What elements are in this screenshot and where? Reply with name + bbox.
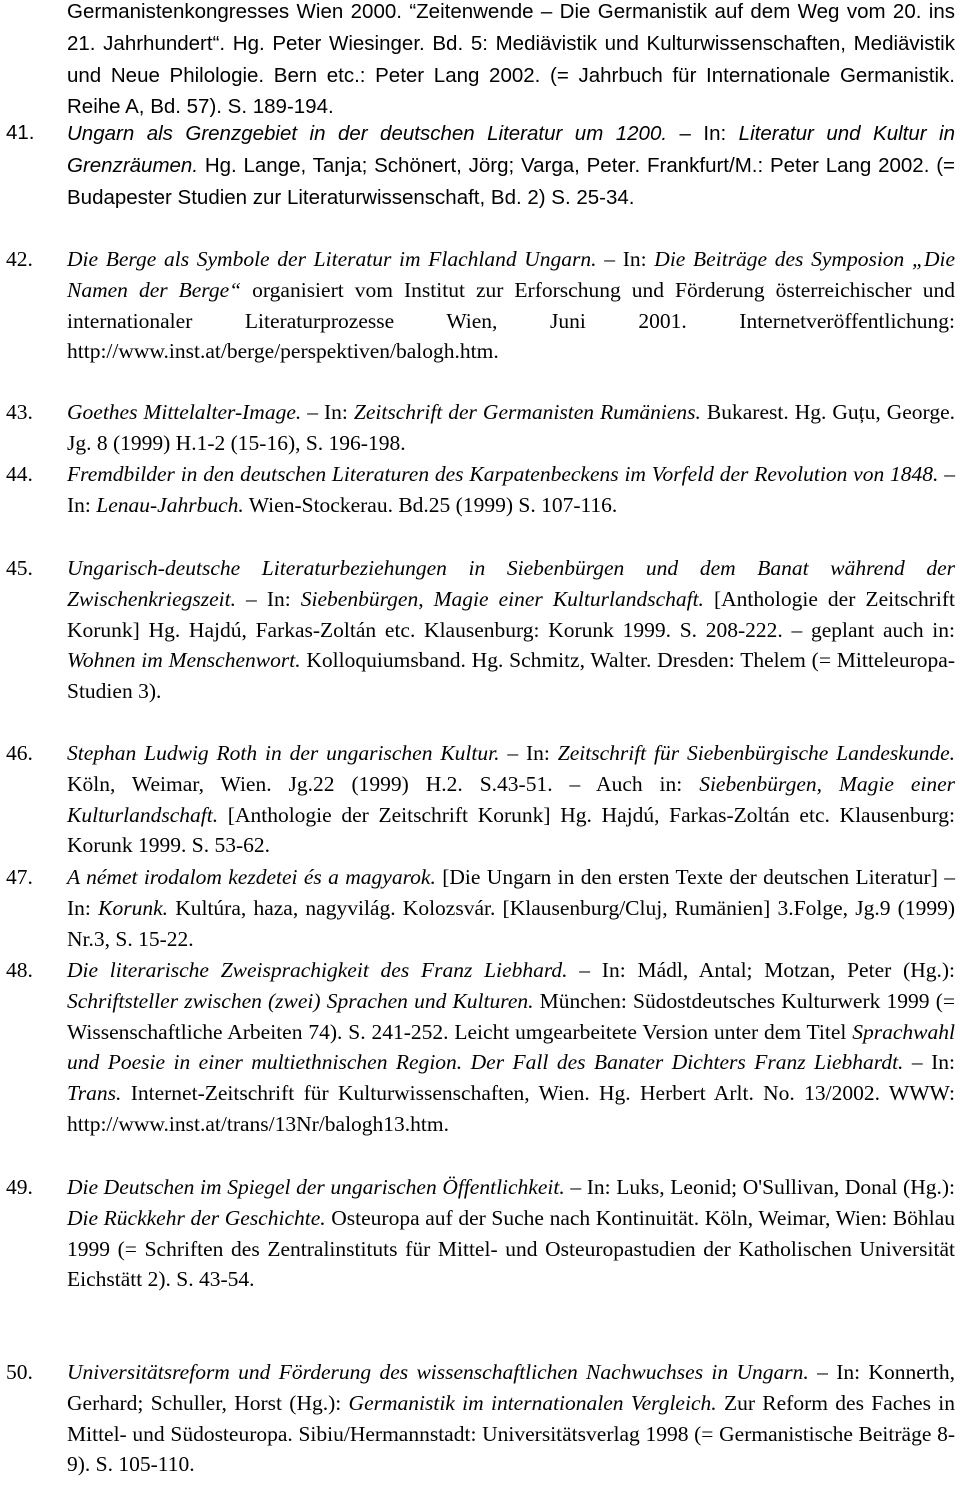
entry-text-segment: Siebenbürgen, Magie einer Kulturlandschaft. [67, 771, 955, 827]
entry-number: 49. [6, 1175, 33, 1199]
entry-text [67, 862, 955, 954]
entry-text-segment: Die Berge als Symbole der Literatur im Flachland Ungarn. [67, 247, 597, 271]
entry-text [67, 1357, 955, 1480]
entry-text-segment: – In: [903, 1050, 955, 1075]
entry-text-segment: Zeitschrift der Germanisten Rumäniens. [353, 400, 701, 424]
entry-text-segment: Zeitschrift für Siebenbürgische Landeskunde. [557, 741, 955, 765]
entry-text-segment: – In: [499, 741, 558, 765]
entry-text-segment: Germanistenkongresses Wien 2000. “Zeitenwende – Die Germanistik auf dem Weg vom 20. ins 21. Jahrhundert“. Hg. Peter Wiesinger. Bd. 5: Mediävistik und Kulturwissenschaften, Mediävistik und Neue Philologie. Bern etc.: Peter Lang 2002. (= Jahrbuch für Internationale Germanistik. Reihe A, Bd. 57). S. 189-194. [67, 0, 955, 119]
entry-text-segment: organisiert vom Institut zur Erforschung und Förderung österreichischer und internationaler Literaturprozesse Wien, Juni 2001. Internetveröffentlichung: http://www.inst.at/berge/perspektiven/balogh.htm. [67, 277, 955, 364]
entry-text-segment: Kolloquiumsband. Hg. Schmitz, Walter. Dresden: Thelem (= Mitteleuropa-Studien 3). [67, 648, 955, 704]
entry-text [67, 397, 955, 459]
entry-text [67, 0, 955, 123]
entry-text-segment: Die Deutschen im Spiegel der ungarischen Öffentlichkeit. [67, 1175, 565, 1199]
entry-text-segment: – In: [596, 247, 655, 271]
entry-text-segment: [Anthologie der Zeitschrift Korunk] Hg. Hajdú, Farkas-Zoltán etc. Klausenburg: Korunk 1999. S. 53-62. [67, 802, 955, 858]
entry-text-segment: Schriftsteller zwischen (zwei) Sprachen und Kulturen. [67, 988, 534, 1013]
entry-text-segment: – In: [67, 462, 955, 517]
entry-text-segment: Siebenbürgen, Magie einer Kulturlandschaft. [300, 586, 704, 611]
entry-text-segment: – In: Luks, Leonid; O'Sullivan, Donal (Hg.): [564, 1175, 955, 1199]
entry-text [67, 244, 955, 367]
entry-text-segment: Wohnen im Menschenwort. [67, 648, 301, 673]
entry-text-segment: [Anthologie der Zeitschrift Korunk] Hg. Hajdú, Farkas-Zoltán etc. Klausenburg: Korunk 1999. S. 208-222. – geplant auch in: [67, 586, 955, 642]
entry-text [67, 118, 955, 213]
entry-text-segment: Die Beiträge des Symposion „Die Namen der Berge“ [67, 247, 955, 302]
entry-text-segment: Ungarisch-deutsche Literaturbeziehungen in Siebenbürgen und dem Banat während der Zwischenkriegszeit. [67, 556, 955, 611]
entry-text-segment: Kultúra, haza, nagyvilág. Kolozsvár. [Klausenburg/Cluj, Rumänien] 3.Folge, Jg.9 (1999) Nr.3, S. 15-22. [67, 895, 955, 951]
entry-number: 42. [6, 247, 33, 271]
entry-text-segment: Osteuropa auf der Suche nach Kontinuität. Köln, Weimar, Wien: Böhlau 1999 (= Schriften des Zentralinstituts für Mittel- und Osteuropastudien der Katholischen Universität Eichstätt 2). S. 43-54. [67, 1205, 955, 1292]
entry-text-segment: Die literarische Zweisprachigkeit des Franz Liebhard. [67, 958, 568, 982]
entry-text [67, 459, 955, 521]
entry-text-segment: – In: [667, 122, 739, 145]
entry-number: 47. [6, 865, 33, 889]
entry-text-segment: Die Rückkehr der Geschichte. [67, 1205, 326, 1230]
entry-number: 43. [6, 400, 33, 424]
entry-text-segment: Zur Reform des Faches in Mittel- und Südosteuropa. Sibiu/Hermannstadt: Universitätsverlag 1998 (= Germanistische Beiträge 8-9). S. 105-110. [67, 1390, 955, 1477]
entry-number: 41. [6, 121, 35, 144]
entry-text-segment: – In: Mádl, Antal; Motzan, Peter (Hg.): [567, 958, 955, 982]
entry-text-segment: Internet-Zeitschrift für Kulturwissenschaften, Wien. Hg. Herbert Arlt. No. 13/2002. WWW: http://www.inst.at/trans/13Nr/balogh13.htm. [67, 1081, 955, 1136]
entry-text [67, 955, 955, 1140]
entry-text-segment: Lenau-Jahrbuch. [96, 492, 244, 517]
entry-number: 48. [6, 958, 33, 982]
entry-text-segment: Goethes Mittelalter-Image. [67, 400, 302, 424]
entry-text [67, 1172, 955, 1295]
entry-text [67, 738, 955, 861]
entry-text-segment: Hg. Lange, Tanja; Schönert, Jörg; Varga, Peter. Frankfurt/M.: Peter Lang 2002. (= Budapester Studien zur Literaturwissenschaft, Bd. 2) S. 25-34. [67, 153, 955, 209]
entry-text-segment: Literatur und Kultur in Grenzräumen. [67, 122, 955, 177]
entry-text-segment: Wien-Stockerau. Bd.25 (1999) S. 107-116. [243, 492, 618, 517]
entry-text-segment: Köln, Weimar, Wien. Jg.22 (1999) H.2. S.43-51. – Auch in: [67, 771, 700, 796]
entry-number: 46. [6, 741, 33, 765]
entry-text-segment: Sprachwahl und Poesie in einer multiethnischen Region. Der Fall des Banater Dichters Franz Liebhardt. [67, 1019, 955, 1075]
entry-text-segment: Germanistik im internationalen Vergleich. [348, 1390, 717, 1415]
entry-text [67, 553, 955, 707]
entry-number: 45. [6, 556, 33, 580]
entry-text-segment: München: Südostdeutsches Kulturwerk 1999 (= Wissenschaftliche Arbeiten 74). S. 241-252. Leicht umgearbeitete Version unter dem Titel [67, 988, 955, 1044]
entry-text-segment: Fremdbilder in den deutschen Literaturen des Karpatenbeckens im Vorfeld der Revolution von 1848. [67, 462, 939, 486]
entry-text-segment: Bukarest. Hg. Guțu, George. Jg. 8 (1999) H.1-2 (15-16), S. 196-198. [67, 400, 955, 455]
entry-text-segment: – In: [236, 586, 301, 611]
entry-text-segment: – In: Konnerth, Gerhard; Schuller, Horst (Hg.): [67, 1360, 955, 1415]
entry-text-segment: A német irodalom kezdetei és a magyarok. [67, 865, 436, 889]
entry-text-segment: Stephan Ludwig Roth in der ungarischen Kultur. [67, 741, 500, 765]
entry-text-segment: Universitätsreform und Förderung des wissenschaftlichen Nachwuchses in Ungarn. [67, 1360, 809, 1384]
entry-text-segment: Korunk. [98, 895, 168, 920]
entry-text-segment: [Die Ungarn in den ersten Texte der deutschen Literatur] – In: [67, 865, 955, 920]
entry-text-segment: – In: [301, 400, 354, 424]
entry-text-segment: Trans. [67, 1081, 122, 1106]
entry-number: 44. [6, 462, 33, 486]
entry-number: 50. [6, 1360, 33, 1384]
entry-text-segment: Ungarn als Grenzgebiet in der deutschen Literatur um 1200. [67, 122, 668, 145]
